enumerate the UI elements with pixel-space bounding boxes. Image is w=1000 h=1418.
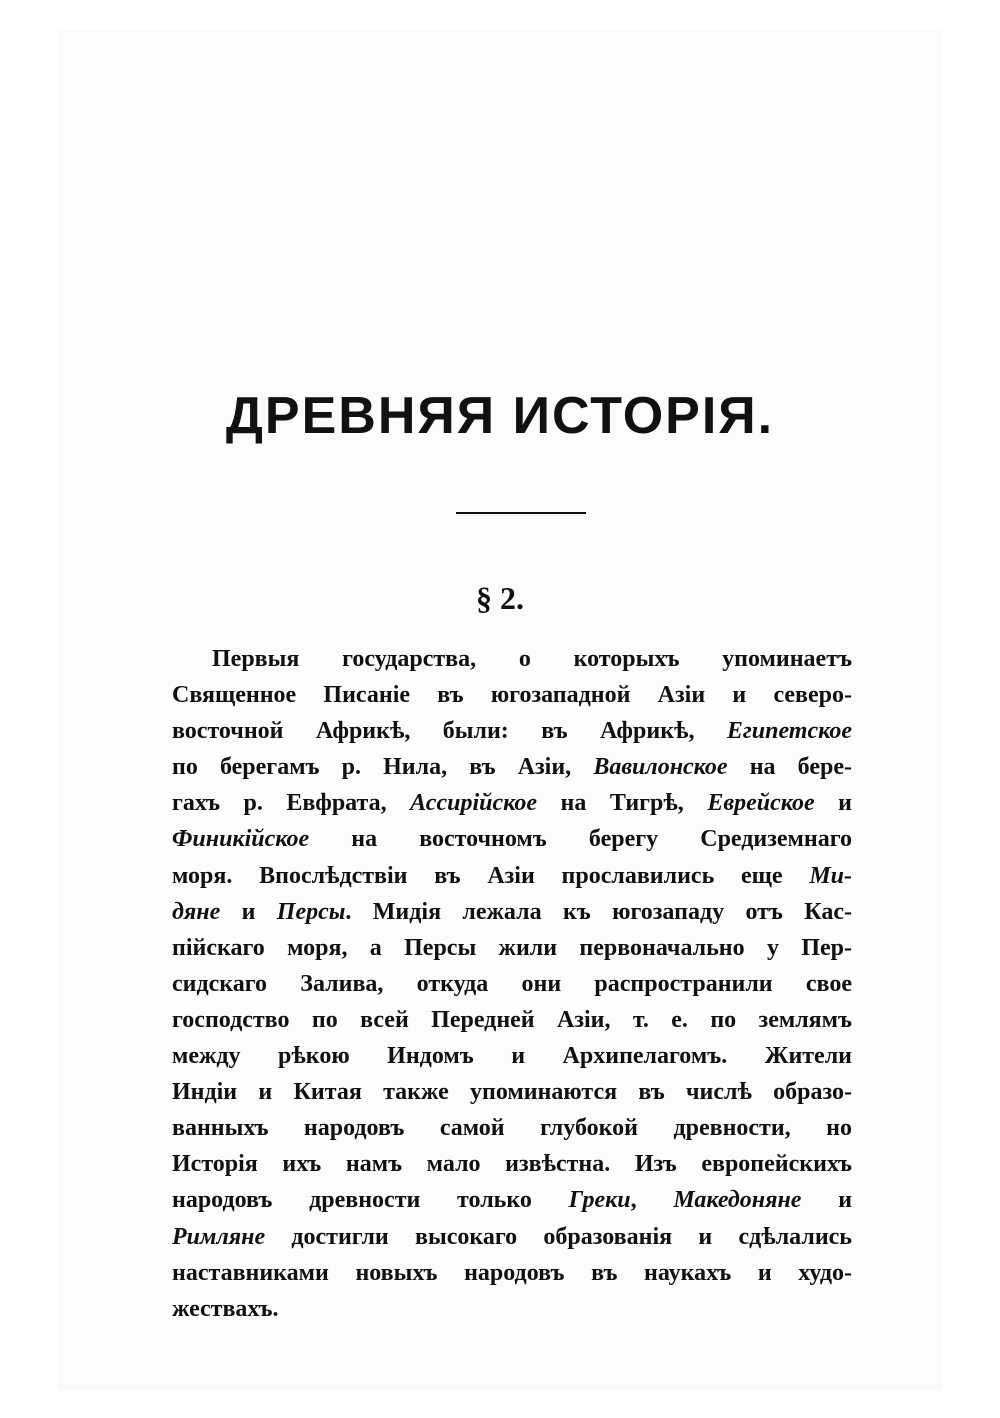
text-line (172, 966, 852, 1002)
text-line (172, 858, 852, 894)
text-segment: моря. Впослѣдствіи въ Азіи прославились еще (172, 862, 810, 889)
text-line (172, 894, 852, 930)
text-segment: наставниками новыхъ народовъ въ наукахъ и худо- (172, 1259, 852, 1286)
text-segment: . Мидія лежала къ югозападу отъ Кас- (345, 898, 852, 925)
text-segment: и (220, 898, 277, 925)
text-segment: достигли высокаго образованія и сдѣлались (265, 1223, 852, 1250)
italic-term: Вавилонское (593, 754, 728, 781)
text-segment: между рѣкою Индомъ и Архипелагомъ. Жители (172, 1043, 852, 1070)
text-line (172, 1110, 852, 1146)
text-line (172, 677, 852, 713)
text-line (172, 930, 852, 966)
italic-term: дяне (172, 898, 221, 925)
text-line (172, 785, 852, 821)
text-segment: на восточномъ берегу Средиземнаго (309, 826, 852, 853)
text-segment: Священное Писаніе въ югозападной Азіи и северо- (172, 682, 852, 709)
text-line (172, 749, 852, 785)
text-segment: сидскаго Залива, откуда они распространили свое (172, 970, 852, 997)
text-segment: Исторія ихъ намъ мало извѣстна. Изъ европейскихъ (172, 1151, 852, 1178)
text-segment: на бере- (727, 754, 852, 781)
italic-term: Ассирійское (410, 790, 538, 817)
section-number: § 2. (476, 580, 524, 616)
text-line (172, 821, 852, 857)
text-line (172, 1146, 852, 1182)
text-segment: и (814, 790, 852, 817)
italic-term: Ми- (809, 862, 852, 889)
text-line (172, 1219, 852, 1255)
text-segment: Индіи и Китая также упоминаются въ числѣ образо- (172, 1079, 852, 1106)
text-segment: по берегамъ р. Нила, въ Азіи, (172, 754, 594, 781)
text-line (172, 1074, 852, 1110)
text-segment: на Тигрѣ, (537, 790, 708, 817)
page-title: ДРЕВНЯЯ ИСТОРІЯ. (225, 387, 775, 445)
text-line (172, 1291, 852, 1327)
text-line (172, 1038, 852, 1074)
text-line (172, 641, 852, 677)
text-segment: народовъ древности только (172, 1187, 569, 1214)
italic-term: Римляне (172, 1223, 266, 1250)
text-line (172, 713, 852, 749)
text-line (172, 1182, 852, 1218)
text-segment: восточной Африкѣ, были: въ Африкѣ, (172, 718, 727, 745)
text-segment: жествахъ. (172, 1295, 279, 1322)
italic-term: Македоняне (673, 1187, 802, 1214)
title-divider (456, 512, 586, 514)
body-paragraph (172, 641, 852, 1327)
text-segment: ванныхъ народовъ самой глубокой древности, но (172, 1115, 852, 1142)
text-segment: гахъ р. Евфрата, (172, 790, 411, 817)
text-line (172, 1002, 852, 1038)
italic-term: Греки (568, 1187, 631, 1214)
text-segment: пійскаго моря, а Персы жили первоначально у Пер- (172, 934, 852, 961)
italic-term: Еврейское (707, 790, 815, 817)
text-segment: и (801, 1187, 852, 1214)
text-line (172, 1255, 852, 1291)
text-segment: Первыя государства, о которыхъ упоминаетъ (212, 646, 852, 672)
text-segment: , (630, 1187, 674, 1214)
italic-term: Персы (276, 898, 346, 925)
italic-term: Египетское (726, 718, 852, 745)
italic-term: Финикійское (172, 826, 310, 853)
text-segment: господство по всей Передней Азіи, т. е. по землямъ (172, 1006, 852, 1033)
